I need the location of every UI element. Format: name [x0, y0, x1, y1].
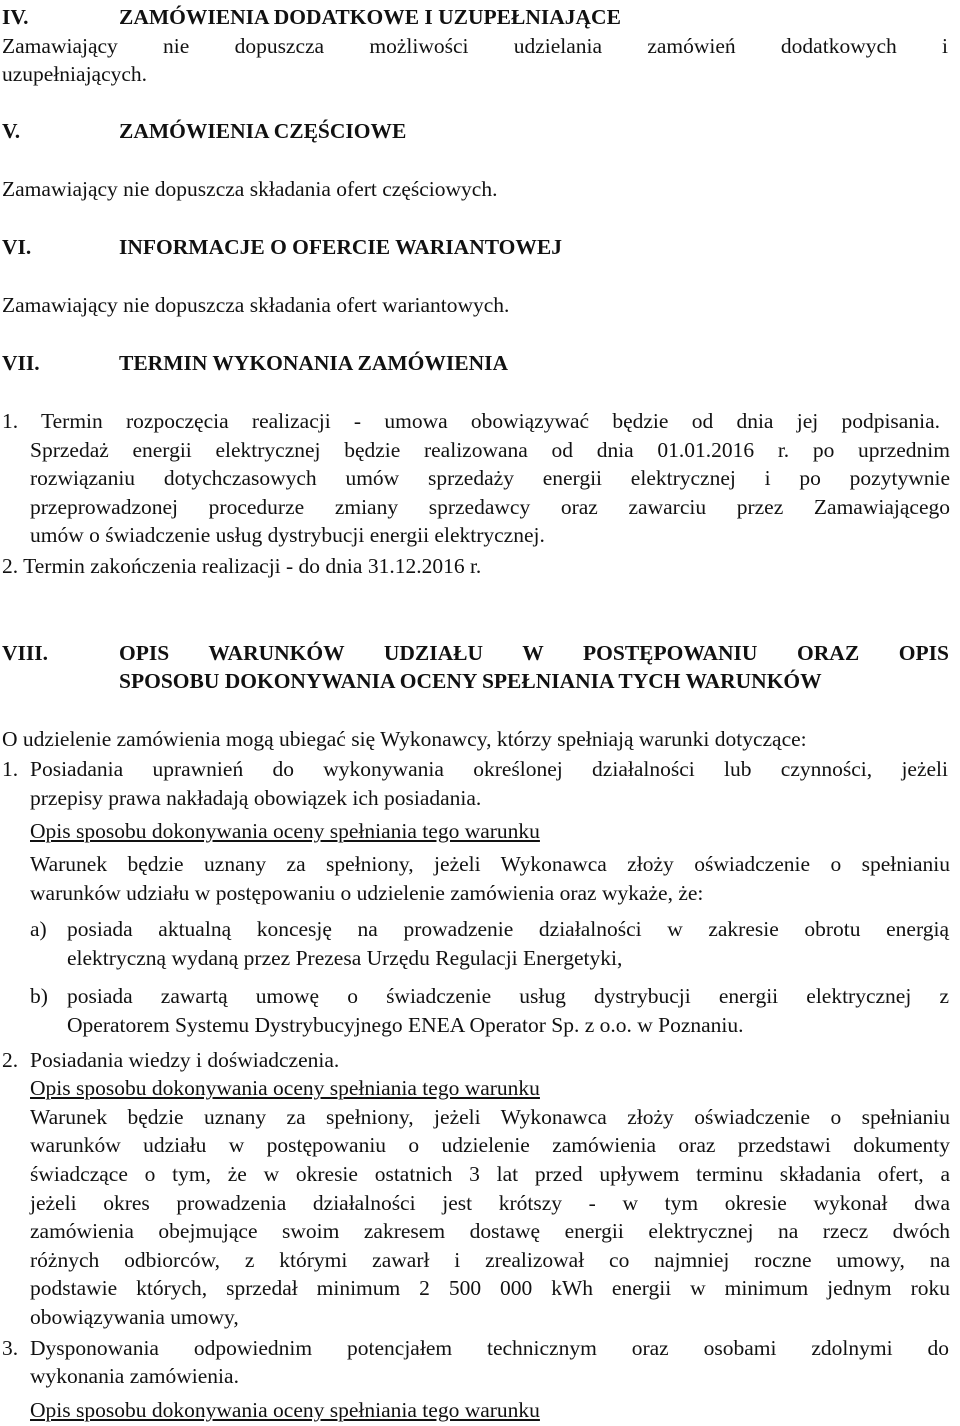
list-number: 3. — [2, 1336, 19, 1360]
paragraph-line: Warunek będzie uznany za spełniony, jeżeli Wykonawca złoży oświadczenie o spełnianiu — [30, 852, 950, 876]
paragraph-line: uzupełniających. — [2, 62, 148, 86]
subitem-line: Operatorem Systemu Dystrybucyjnego ENEA Operator Sp. z o.o. w Poznaniu. — [67, 1013, 744, 1037]
section-title: ZAMÓWIENIA DODATKOWE I UZUPEŁNIAJĄCE — [119, 5, 621, 29]
section-title: ZAMÓWIENIA CZĘŚCIOWE — [119, 119, 407, 143]
paragraph-line: Zamawiający nie dopuszcza składania ofert wariantowych. — [2, 293, 510, 317]
list-item-line: Posiadania wiedzy i doświadczenia. — [30, 1048, 340, 1072]
subitem-letter: a) — [30, 917, 47, 941]
paragraph-line: Warunek będzie uznany za spełniony, jeżeli Wykonawca złoży oświadczenie o spełnianiu — [30, 1105, 950, 1129]
list-item-line: wykonania zamówienia. — [30, 1364, 239, 1388]
paragraph-line: różnych odbiorców, z którymi zawarł i zrealizował co najmniej roczne umowy, na — [30, 1248, 950, 1272]
assessment-heading: Opis sposobu dokonywania oceny spełniania tego warunku — [30, 1398, 540, 1422]
paragraph-line: podstawie których, sprzedał minimum 2 500 000 kWh energii w minimum jednym roku — [30, 1276, 950, 1300]
paragraph-line: warunków udziału w postępowaniu o udzielenie zamówienia oraz wykaże, że: — [30, 881, 704, 905]
section-number: VI. — [2, 235, 32, 259]
section-title: INFORMACJE O OFERCIE WARIANTOWEJ — [119, 235, 562, 259]
section-number: VII. — [2, 351, 40, 375]
paragraph-line: O udzielenie zamówienia mogą ubiegać się Wykonawcy, którzy spełniają warunki dotyczące: — [2, 727, 807, 751]
paragraph-line: warunków udziału w postępowaniu o udzielenie zamówienia oraz przedstawi dokumenty — [30, 1133, 950, 1157]
section-title-line: OPIS WARUNKÓW UDZIAŁU W POSTĘPOWANIU ORAZ OPIS — [119, 641, 949, 665]
paragraph-line: 1. Termin rozpoczęcia realizacji - umowa obowiązywać będzie od dnia jej podpisania. — [2, 409, 940, 433]
subitem-line: elektryczną wydaną przez Prezesa Urzędu Regulacji Energetyki, — [67, 946, 623, 970]
section-title: TERMIN WYKONANIA ZAMÓWIENIA — [119, 351, 509, 375]
section-number: V. — [2, 119, 21, 143]
subitem-line: posiada aktualną koncesję na prowadzenie działalności w zakresie obrotu energią — [67, 917, 949, 941]
paragraph-line: przeprowadzonej procedurze zmiany sprzedawcy oraz zawarciu przez Zamawiającego — [30, 495, 950, 519]
paragraph-line: zamówienia obejmujące swoim zakresem dostawę energii elektrycznej na rzecz dwóch — [30, 1219, 950, 1243]
list-item-line: Dysponowania odpowiednim potencjałem technicznym oraz osobami zdolnymi do — [30, 1336, 949, 1360]
paragraph-line: 2. Termin zakończenia realizacji - do dnia 31.12.2016 r. — [2, 554, 482, 578]
paragraph-line: Zamawiający nie dopuszcza składania ofert częściowych. — [2, 177, 498, 201]
section-number: VIII. — [2, 641, 49, 665]
list-item-line: przepisy prawa nakładają obowiązek ich posiadania. — [30, 786, 482, 810]
list-number: 1. — [2, 757, 19, 781]
assessment-heading: Opis sposobu dokonywania oceny spełniania tego warunku — [30, 1076, 540, 1100]
subitem-letter: b) — [30, 984, 48, 1008]
section-number: IV. — [2, 5, 29, 29]
assessment-heading: Opis sposobu dokonywania oceny spełniania tego warunku — [30, 819, 540, 843]
paragraph-line: obowiązywania umowy, — [30, 1305, 239, 1329]
paragraph-line: umów o świadczenie usług dystrybucji energii elektrycznej. — [30, 523, 545, 547]
paragraph-line: rozwiązaniu dotychczasowych umów sprzedaży energii elektrycznej i po pozytywnie — [30, 466, 950, 490]
section-title-line: SPOSOBU DOKONYWANIA OCENY SPEŁNIANIA TYCH WARUNKÓW — [119, 669, 822, 693]
paragraph-line: świadczące o tym, że w okresie ostatnich 3 lat przed upływem terminu składania ofert, a — [30, 1162, 950, 1186]
list-number: 2. — [2, 1048, 19, 1072]
list-item-line: Posiadania uprawnień do wykonywania określonej działalności lub czynności, jeżeli — [30, 757, 948, 781]
paragraph-line: Sprzedaż energii elektrycznej będzie realizowana od dnia 01.01.2016 r. po uprzednim — [30, 438, 950, 462]
paragraph-line: jeżeli okres prowadzenia działalności jest krótszy - w tym okresie wykonał dwa — [30, 1191, 950, 1215]
paragraph-line: Zamawiający nie dopuszcza możliwości udzielania zamówień dodatkowych i — [2, 34, 948, 58]
subitem-line: posiada zawartą umowę o świadczenie usług dystrybucji energii elektrycznej z — [67, 984, 949, 1008]
